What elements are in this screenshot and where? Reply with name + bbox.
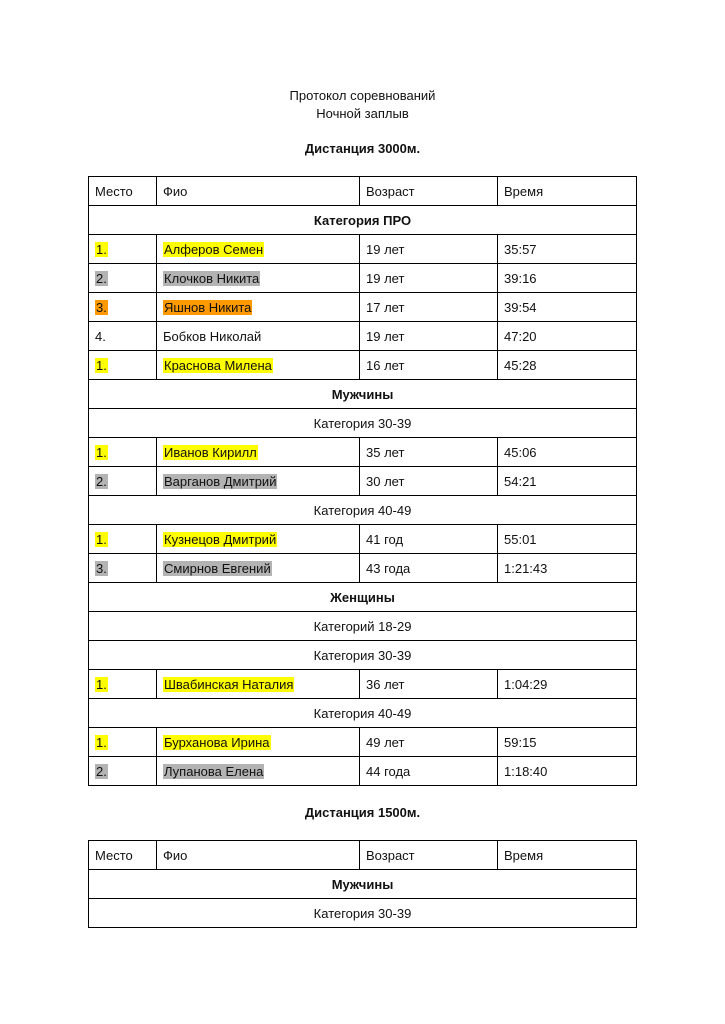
name-cell (157, 467, 360, 496)
place-highlight: 3. (96, 299, 107, 315)
age-cell: 49 лет (360, 728, 498, 757)
name-cell (157, 351, 360, 380)
category-row (89, 409, 637, 438)
place-cell (89, 351, 157, 380)
name-highlight: Швабинская Наталия (164, 676, 294, 692)
name-highlight: Лупанова Елена (164, 763, 264, 779)
category-row (89, 641, 637, 670)
place-highlight: 3. (96, 560, 107, 576)
name-cell (157, 264, 360, 293)
place-cell (89, 438, 157, 467)
header-row (89, 841, 637, 870)
place-cell (89, 525, 157, 554)
distance-3000-title: Дистанция 3000м. (304, 141, 421, 156)
name-highlight: Бурханова Ирина (164, 734, 270, 750)
age-cell: 36 лет (360, 670, 498, 699)
category-label: Женщины (89, 583, 637, 612)
time-cell: 47:20 (498, 322, 637, 351)
category-label: Категория 30-39 (89, 641, 637, 670)
column-header-time: Время (498, 177, 637, 206)
column-header-place: Место (89, 177, 157, 206)
category-label: Категорий 18-29 (89, 612, 637, 641)
time-cell: 54:21 (498, 467, 637, 496)
column-header-age: Возраст (360, 841, 498, 870)
time-cell: 39:54 (498, 293, 637, 322)
name-cell (157, 728, 360, 757)
column-header-place: Место (89, 841, 157, 870)
age-cell: 41 год (360, 525, 498, 554)
table-row (89, 235, 637, 264)
name-highlight: Варганов Дмитрий (164, 473, 277, 489)
age-cell: 30 лет (360, 467, 498, 496)
name-cell (157, 670, 360, 699)
time-cell: 1:18:40 (498, 757, 637, 786)
age-cell: 19 лет (360, 322, 498, 351)
place-cell (89, 264, 157, 293)
table-row (89, 438, 637, 467)
table-row (89, 322, 637, 351)
table-row (89, 554, 637, 583)
time-cell: 59:15 (498, 728, 637, 757)
name-cell (157, 438, 360, 467)
place-cell (89, 670, 157, 699)
place-cell (89, 757, 157, 786)
column-header-time: Время (498, 841, 637, 870)
name-highlight: Краснова Милена (164, 357, 272, 373)
time-cell: 1:04:29 (498, 670, 637, 699)
category-label: Категория ПРО (89, 206, 637, 235)
table-row (89, 467, 637, 496)
doc-title: Протокол соревнований (289, 88, 436, 103)
place-highlight: 2. (96, 473, 107, 489)
table-row (89, 351, 637, 380)
time-cell: 45:06 (498, 438, 637, 467)
time-cell: 1:21:43 (498, 554, 637, 583)
name-highlight: Клочков Никита (164, 270, 260, 286)
category-label: Категория 40-49 (89, 699, 637, 728)
name-highlight: Иванов Кирилл (164, 444, 257, 460)
age-cell: 19 лет (360, 264, 498, 293)
distance-1500-title: Дистанция 1500м. (304, 805, 421, 820)
category-label: Категория 30-39 (89, 899, 637, 928)
category-label: Мужчины (89, 870, 637, 899)
place-cell (89, 293, 157, 322)
name-cell (157, 757, 360, 786)
name-cell (157, 235, 360, 264)
place-cell (89, 467, 157, 496)
time-cell: 45:28 (498, 351, 637, 380)
table-row (89, 670, 637, 699)
place-highlight: 2. (96, 763, 107, 779)
place-highlight: 1. (96, 676, 107, 692)
place-highlight: 1. (96, 531, 107, 547)
category-row (89, 206, 637, 235)
place-highlight: 1. (96, 734, 107, 750)
table-row (89, 728, 637, 757)
column-header-name: Фио (157, 177, 360, 206)
place-cell (89, 728, 157, 757)
category-row (89, 699, 637, 728)
name-cell (157, 525, 360, 554)
age-cell: 43 года (360, 554, 498, 583)
place-cell (89, 554, 157, 583)
category-row (89, 496, 637, 525)
time-cell: 39:16 (498, 264, 637, 293)
name-highlight: Алферов Семен (164, 241, 264, 257)
category-row (89, 870, 637, 899)
age-cell: 44 года (360, 757, 498, 786)
name-cell (157, 554, 360, 583)
category-label: Мужчины (89, 380, 637, 409)
category-label: Категория 40-49 (89, 496, 637, 525)
table-row (89, 525, 637, 554)
time-cell: 35:57 (498, 235, 637, 264)
name-highlight: Кузнецов Дмитрий (164, 531, 277, 547)
place-highlight: 1. (96, 444, 107, 460)
category-row (89, 899, 637, 928)
place-cell: 4. (89, 322, 157, 351)
place-highlight: 1. (96, 241, 107, 257)
table-row (89, 264, 637, 293)
category-row (89, 380, 637, 409)
category-row (89, 612, 637, 641)
column-header-name: Фио (157, 841, 360, 870)
table-row (89, 757, 637, 786)
place-cell (89, 235, 157, 264)
results-table-1500 (88, 840, 637, 928)
age-cell: 19 лет (360, 235, 498, 264)
category-row (89, 583, 637, 612)
doc-subtitle: Ночной заплыв (316, 106, 409, 121)
name-highlight: Смирнов Евгений (164, 560, 271, 576)
category-label: Категория 30-39 (89, 409, 637, 438)
place-highlight: 1. (96, 357, 107, 373)
name-cell: Бобков Николай (157, 322, 360, 351)
name-highlight: Яшнов Никита (164, 299, 252, 315)
results-table-3000 (88, 176, 637, 786)
age-cell: 17 лет (360, 293, 498, 322)
time-cell: 55:01 (498, 525, 637, 554)
place-highlight: 2. (96, 270, 107, 286)
age-cell: 16 лет (360, 351, 498, 380)
table-row (89, 293, 637, 322)
header-row (89, 177, 637, 206)
name-cell (157, 293, 360, 322)
column-header-age: Возраст (360, 177, 498, 206)
age-cell: 35 лет (360, 438, 498, 467)
